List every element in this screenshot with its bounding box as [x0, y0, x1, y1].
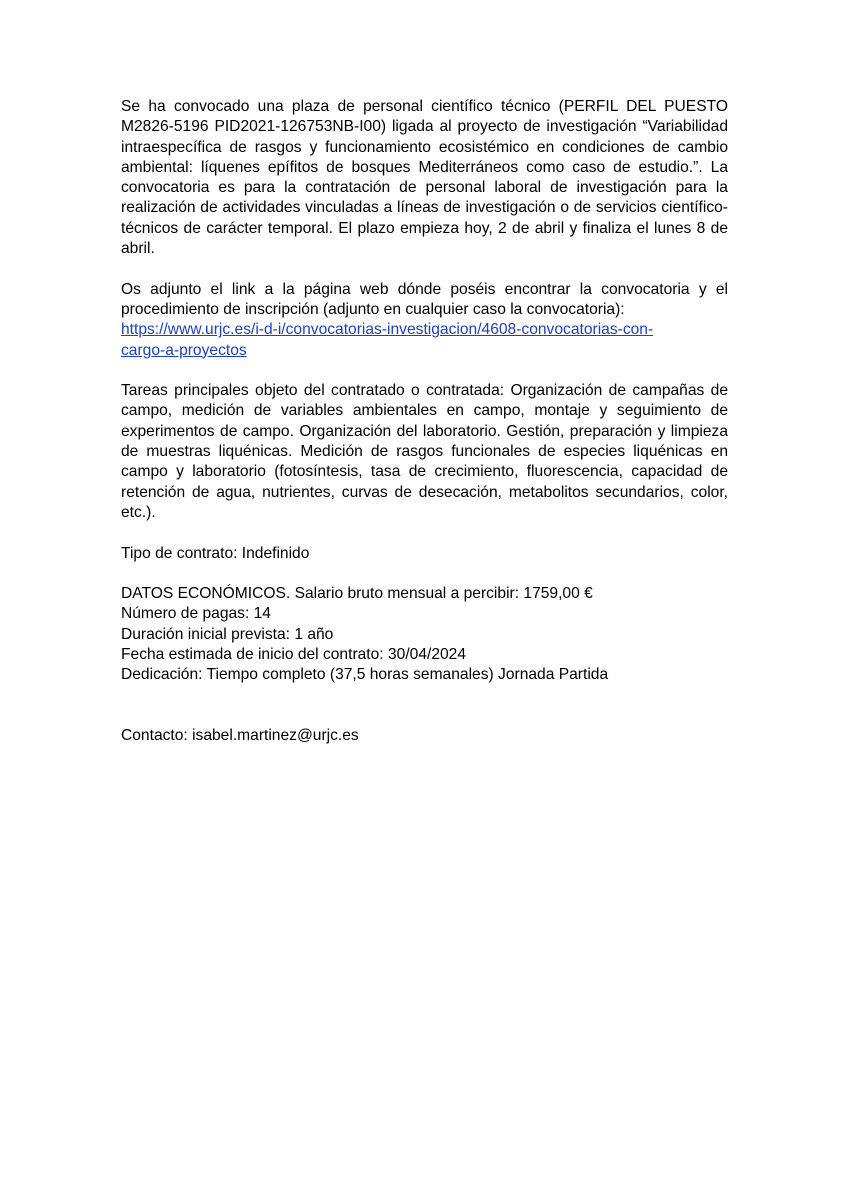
link-paragraph: [121, 280, 728, 361]
convocatoria-link-line1[interactable]: https://www.urjc.es/i-d-i/convocatorias-investigacion/4608-convocatorias-con-: [121, 321, 654, 339]
tipo-contrato: Tipo de contrato: Indefinido: [121, 544, 310, 562]
intro-paragraph: Se ha convocado una plaza de personal científico técnico (PERFIL DEL PUESTO M2826-5196 PID2021-126753NB-I00) ligada al proyecto de investigación “Variabilidad intraespecífica de rasgos y funcionamiento ecosistémico en condiciones de cambio ambiental: líquenes epífitos de bosques Mediterráneos como caso de estudio.”. La convocatoria es para la contratación de personal laboral de investigación para la realización de actividades vinculadas a líneas de investigación o de servicios científico-técnicos de carácter temporal. El plazo empieza hoy, 2 de abril y finaliza el lunes 8 de abril.: [121, 98, 728, 258]
convocatoria-link-line2[interactable]: cargo-a-proyectos: [121, 341, 247, 359]
datos-fecha-inicio: Fecha estimada de inicio del contrato: 30/04/2024: [121, 646, 467, 664]
tareas-paragraph: Tareas principales objeto del contratado o contratada: Organización de campañas de campo, medición de variables ambientales en campo, montaje y seguimiento de experimentos de campo. Organización del laboratorio. Gestión, preparación y limpieza de muestras liquénicas. Medición de rasgos funcionales de especies liquénicas en campo y laboratorio (fotosíntesis, tasa de crecimiento, fluorescencia, capacidad de retención de agua, nutrientes, curvas de desecación, metabolitos secundarios, color, etc.).: [121, 382, 728, 521]
datos-salario: DATOS ECONÓMICOS. Salario bruto mensual a percibir: 1759,00 €: [121, 585, 593, 603]
datos-duracion: Duración inicial prevista: 1 año: [121, 625, 334, 643]
datos-economicos: [121, 584, 728, 685]
datos-dedicacion: Dedicación: Tiempo completo (37,5 horas semanales) Jornada Partida: [121, 666, 609, 684]
contacto: Contacto: isabel.martinez@urjc.es: [121, 727, 359, 745]
datos-pagas: Número de pagas: 14: [121, 605, 271, 623]
link-intro-text: Os adjunto el link a la página web dónde poséis encontrar la convocatoria y el procedimiento de inscripción (adjunto en cualquier caso la convocatoria):: [121, 280, 728, 318]
document-body: [121, 97, 728, 767]
spacer: [121, 706, 728, 726]
